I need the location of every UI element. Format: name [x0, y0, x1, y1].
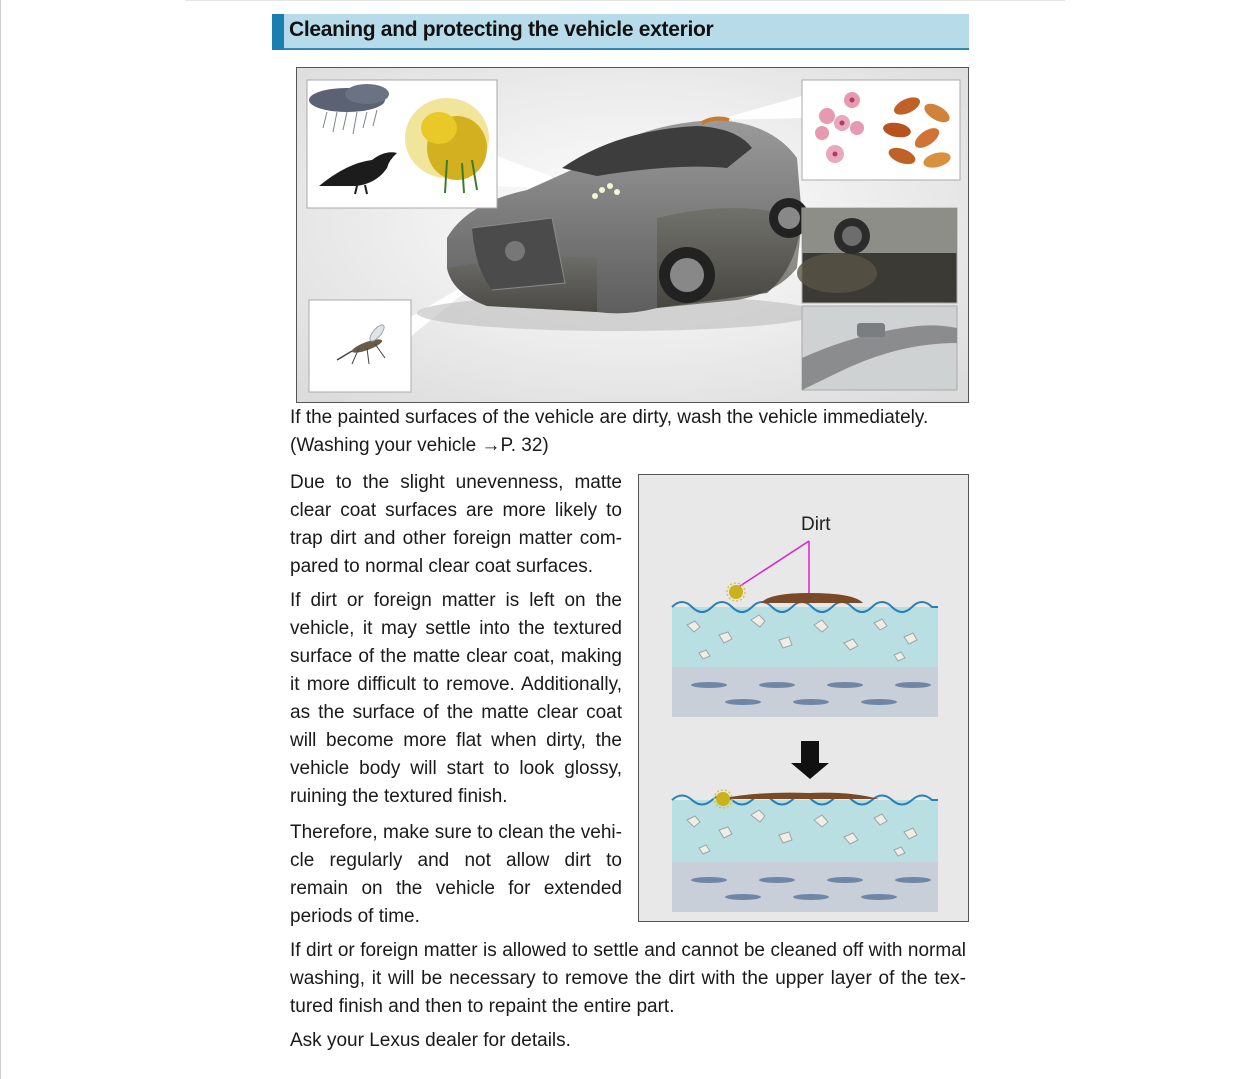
header-accent	[272, 14, 284, 50]
matte-coat-diagram-svg	[639, 475, 969, 922]
dirt-particle-icon	[727, 583, 745, 601]
coat-layer-after	[672, 793, 938, 912]
callout-weather-birds-pollen	[307, 80, 497, 208]
section-header	[272, 14, 969, 50]
callout-snowy-road	[802, 306, 957, 390]
intro-reference-link[interactable]: (Washing your vehicle →P. 32)	[290, 435, 549, 456]
body-paragraph-4: If dirt or foreign matter is allowed to settle and cannot be cleaned off with normal washing, it will be necessary to remove the dirt with the upper layer of the textured finish and then to repaint the entire part.	[290, 940, 966, 1017]
page-edge	[0, 0, 1, 1079]
top-rule	[185, 0, 1065, 1]
callout-mosquito	[309, 300, 411, 392]
body-paragraph-2: If dirt or foreign matter is left on the vehicle, it may settle into the textured surface of the matte clear coat, making it more difficult to remove. Additionally, as the surface of the matte clear coat will become more flat when dirty, the vehicle body will start to look glossy, ruining the textured finish.	[290, 590, 622, 807]
dirt-leader-lines	[737, 541, 809, 598]
coat-layer-before	[672, 602, 938, 717]
callout-mud-splash	[797, 208, 957, 303]
dirt-deposit	[761, 593, 863, 603]
intro-paragraph	[290, 404, 980, 460]
page-title: Cleaning and protecting the vehicle exterior	[289, 18, 714, 41]
body-paragraph-3: Therefore, make sure to clean the vehicle regularly and not allow dirt to remain on the vehicle for extended periods of time.	[290, 822, 622, 927]
down-arrow-icon	[791, 741, 829, 779]
matte-coat-diagram	[638, 474, 969, 922]
body-paragraph-1: Due to the slight unevenness, matte clear coat surfaces are more likely to trap dirt and other foreign matter compared to normal clear coat surfaces.	[290, 472, 622, 577]
intro-line-1: If the painted surfaces of the vehicle are dirty, wash the vehicle immediately.	[290, 407, 929, 428]
callout-blossoms-leaves	[802, 80, 960, 180]
vehicle-exterior-illustration	[296, 67, 969, 403]
vehicle-illustration-svg	[297, 68, 969, 403]
body-paragraph-5: Ask your Lexus dealer for details.	[290, 1030, 571, 1051]
dirt-label: Dirt	[801, 514, 831, 535]
car-icon	[857, 323, 885, 337]
